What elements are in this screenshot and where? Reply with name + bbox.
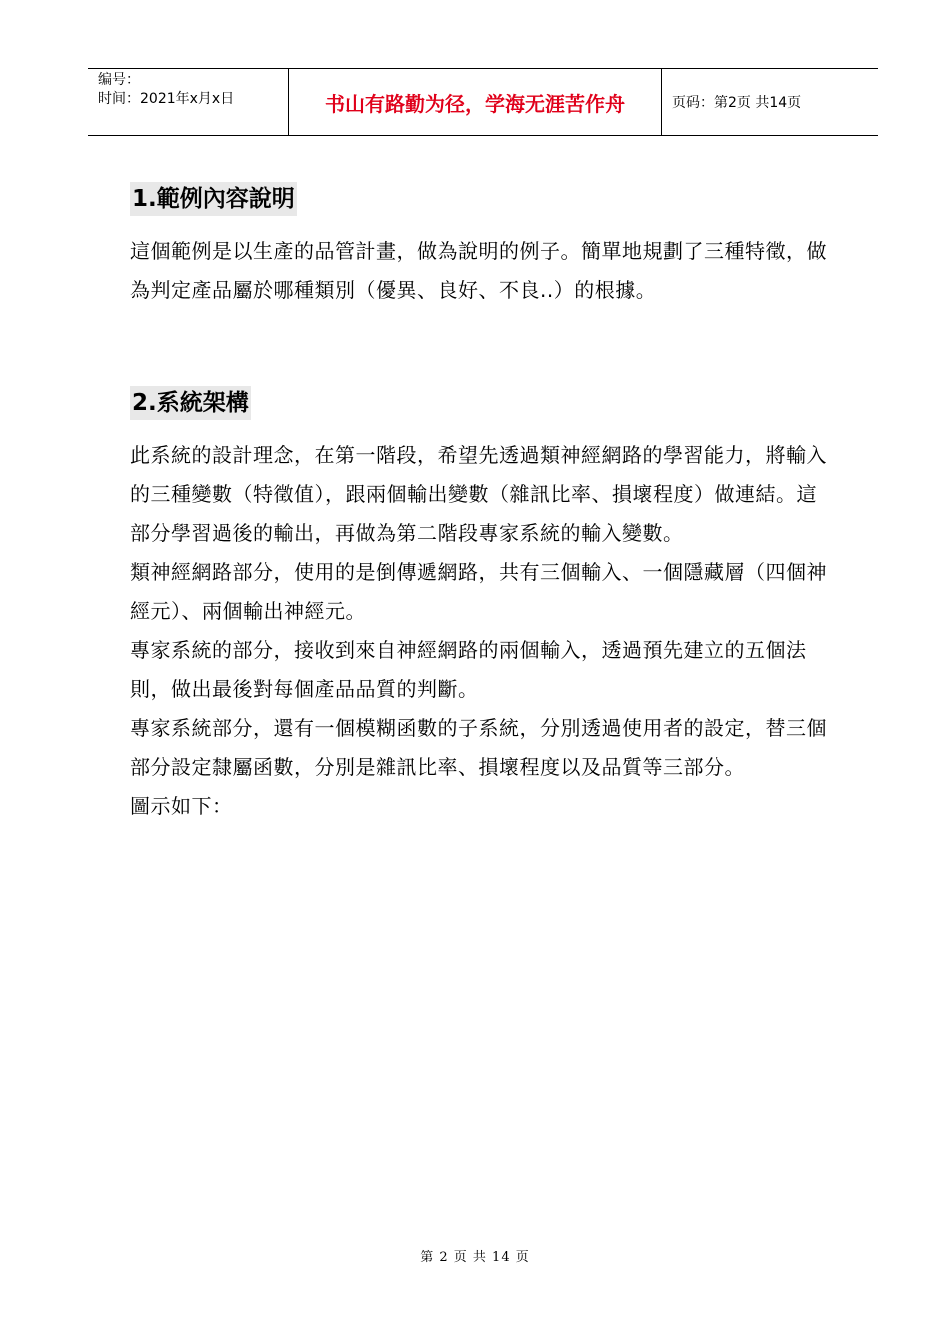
paragraph: 專家系統部分，還有一個模糊函數的子系統，分別透過使用者的設定，替三個部分設定隸屬函數，分別是雜訊比率、損壞程度以及品質等三部分。 xyxy=(130,716,827,779)
paragraph: 圖示如下： xyxy=(130,794,233,818)
document-body xyxy=(130,178,830,826)
page-footer: 第 2 页 共 14 页 xyxy=(420,1250,530,1265)
page-header xyxy=(88,68,878,136)
paragraph: 這個範例是以生產的品管計畫，做為說明的例子。簡單地規劃了三種特徵，做為判定產品屬於哪種類別（優異、良好、不良..）的根據。 xyxy=(130,239,827,302)
paragraph: 專家系統的部分，接收到來自神經網路的兩個輸入，透過預先建立的五個法則，做出最後對每個產品品質的判斷。 xyxy=(130,638,807,701)
header-meta-cell xyxy=(88,69,289,135)
header-motto: 书山有路勤为径，学海无涯苦作舟 xyxy=(289,69,662,135)
section-title-1: 1.範例內容說明 xyxy=(130,182,297,216)
section-title-2: 2.系統架構 xyxy=(130,386,251,420)
section-1-body xyxy=(130,232,830,310)
paragraph: 此系統的設計理念，在第一階段，希望先透過類神經網路的學習能力，將輸入的三種變數（特徵值），跟兩個輸出變數（雜訊比率、損壞程度）做連結。這部分學習過後的輸出，再做為第二階段專家系統的輸入變數。 xyxy=(130,443,827,545)
header-number-label: 编号： xyxy=(98,72,140,88)
paragraph: 類神經網路部分，使用的是倒傳遞網路，共有三個輸入、一個隱藏層（四個神經元）、兩個輸出神經元。 xyxy=(130,560,827,623)
header-page-info: 页码：第2页 共14页 xyxy=(672,95,802,111)
header-time-label: 时间：2021年x月x日 xyxy=(98,91,235,107)
section-2-body xyxy=(130,436,830,826)
